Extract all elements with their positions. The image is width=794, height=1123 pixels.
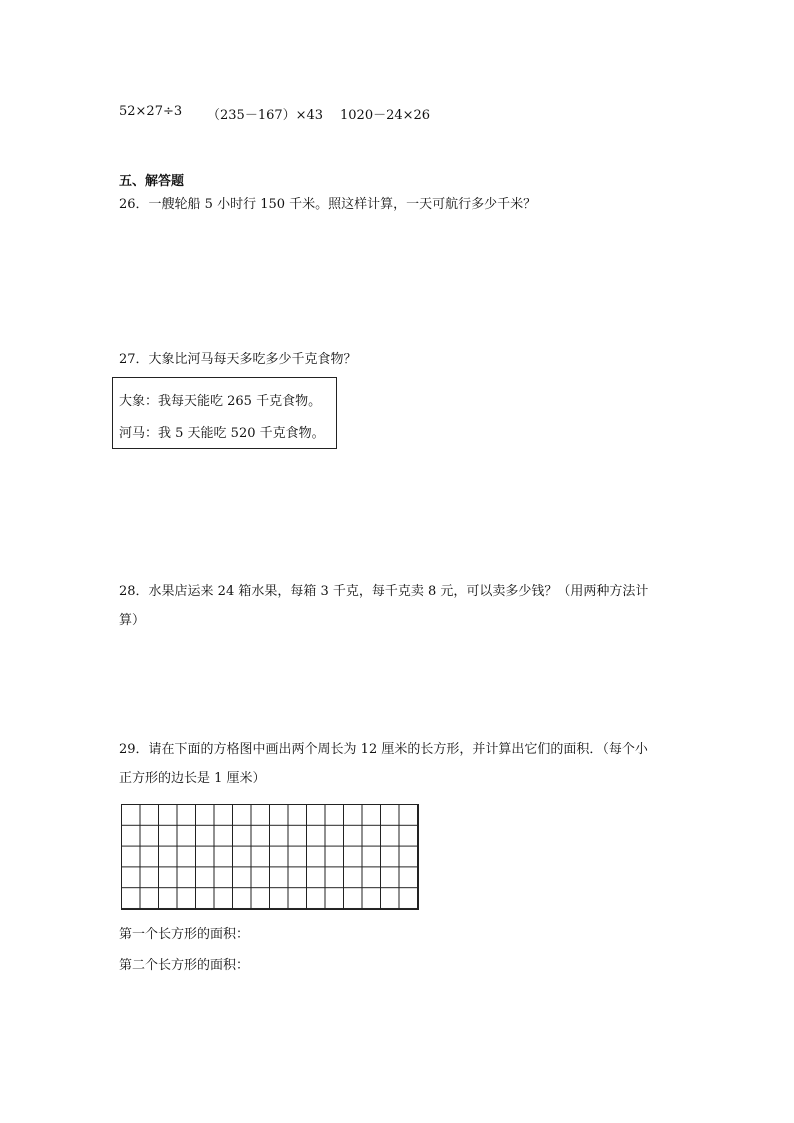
question-28-line-2: 算） [119, 613, 146, 628]
question-28-line-1: 28．水果店运来 24 箱水果，每箱 3 千克，每千克卖 8 元，可以卖多少钱？（用两种方法计 [119, 584, 649, 599]
elephant-statement: 大象：我每天能吃 265 千克食物。 [119, 394, 322, 409]
section-title: 五、解答题 [119, 174, 185, 189]
question-29-line-1: 29．请在下面的方格图中画出两个周长为 12 厘米的长方形，并计算出它们的面积．（每个小 [119, 742, 648, 757]
expression-1: 52×27÷3 [119, 104, 183, 119]
second-rectangle-area-label: 第二个长方形的面积： [119, 958, 250, 973]
animal-info-box [112, 377, 337, 449]
question-29-line-2: 正方形的边长是 1 厘米） [119, 771, 266, 786]
question-27: 27．大象比河马每天多吃多少千克食物？ [119, 352, 357, 367]
hippo-statement: 河马：我 5 天能吃 520 千克食物。 [119, 426, 325, 441]
square-grid[interactable] [121, 804, 419, 910]
first-rectangle-area-label: 第一个长方形的面积： [119, 927, 250, 942]
expression-3: 1020－24×26 [340, 108, 431, 123]
question-26: 26．一艘轮船 5 小时行 150 千米。照这样计算，一天可航行多少千米？ [119, 197, 537, 212]
expression-2: （235－167）×43 [207, 108, 324, 123]
